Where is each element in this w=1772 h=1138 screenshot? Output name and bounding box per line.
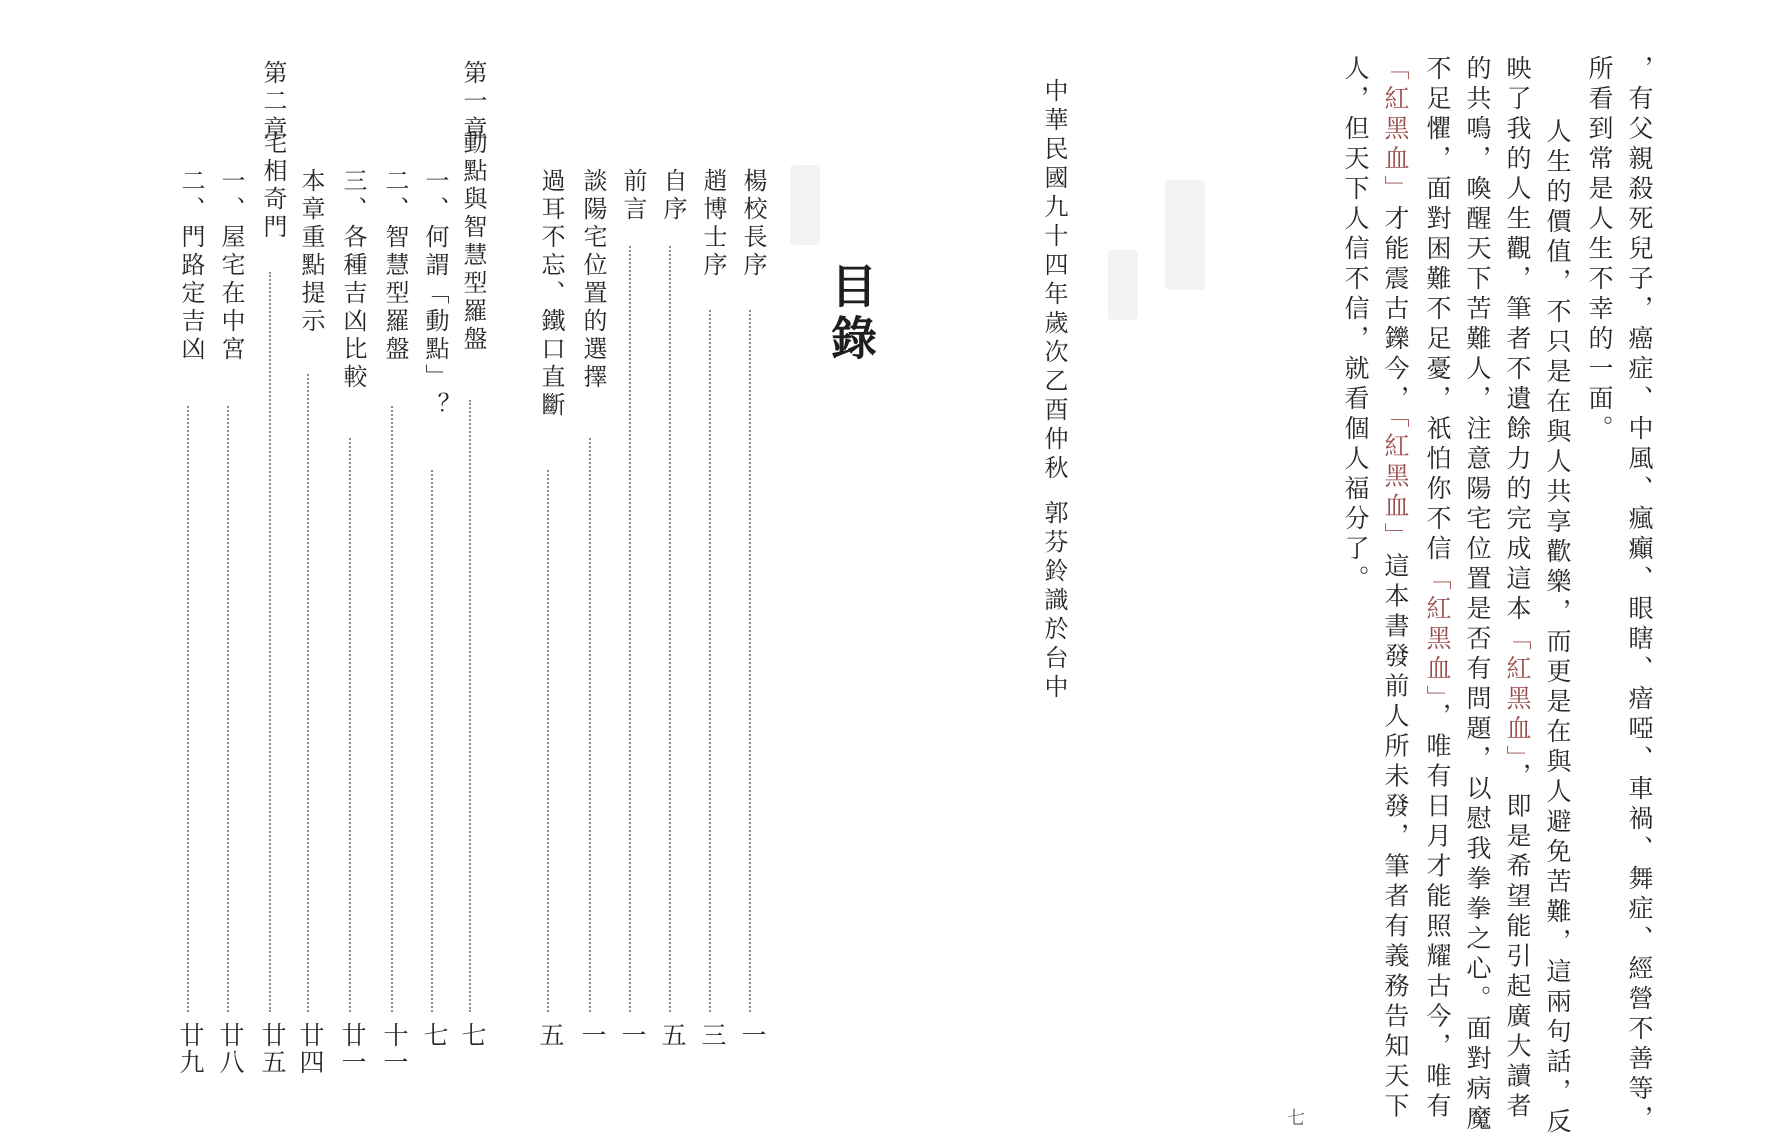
toc-entry[interactable] xyxy=(330,0,370,1076)
toc-leader-dots xyxy=(349,438,351,1012)
toc-page-number: 七 xyxy=(420,1022,449,1049)
toc-leader-dots xyxy=(709,310,711,1012)
scan-bleed-mark xyxy=(1108,250,1138,320)
toc-entry-title: 談陽宅位置的選擇 xyxy=(579,168,607,392)
prose-text: 才能震古鑠今， xyxy=(1381,205,1410,415)
toc-entry-title: 二、智慧型羅盤 xyxy=(381,168,409,364)
toc-entry-title: 三、各種吉凶比較 xyxy=(339,168,367,392)
prose-text: 人，但天下人信不信，就看個人福分了。 xyxy=(1341,55,1370,595)
toc-entry-title: 過耳不忘、鐵口直斷 xyxy=(537,168,565,420)
prose-column xyxy=(1500,55,1534,1123)
toc-entry[interactable] xyxy=(570,0,610,1049)
toc-entry-title: 一、何謂「動點」？ xyxy=(421,168,449,420)
toc-leader-dots xyxy=(187,406,189,1012)
prose-column xyxy=(1582,55,1616,1055)
toc-leader-dots xyxy=(669,246,671,1012)
toc-entry-title: 本章重點提示 xyxy=(297,168,325,336)
toc-leader-dots xyxy=(391,406,393,1012)
toc-page-number: 七 xyxy=(458,1022,487,1049)
toc-entry-title: 一、屋宅在中宮 xyxy=(217,168,245,364)
toc-page-number: 廿一 xyxy=(338,1022,367,1076)
prose-column xyxy=(1378,55,1412,1123)
toc-entry-title: 宅相奇門 xyxy=(259,130,287,242)
prose-column xyxy=(1622,55,1656,1135)
toc-leader-dots xyxy=(469,400,471,1012)
toc-entry[interactable] xyxy=(168,0,208,1076)
toc-leader-dots xyxy=(749,310,751,1012)
toc-page-number: 十一 xyxy=(380,1022,409,1076)
toc-entry[interactable] xyxy=(690,0,730,1049)
prose-text: ，有父親殺死兒子，癌症、中風、瘋癲、眼瞎、瘖啞、車禍、舞症、經營不善等， xyxy=(1625,55,1654,1135)
toc-page-number: 廿四 xyxy=(296,1022,325,1076)
toc-entry[interactable] xyxy=(730,0,770,1049)
toc-page-number: 一 xyxy=(618,1022,647,1049)
toc-leader-dots xyxy=(589,438,591,1012)
toc-leader-dots xyxy=(227,406,229,1012)
toc-entry[interactable] xyxy=(528,0,568,1049)
toc-leader-dots xyxy=(547,470,549,1012)
signature-date: 中華民國九十四年歲次乙酉仲秋 xyxy=(1040,78,1068,484)
prose-text: 的共鳴，喚醒天下苦難人，注意陽宅位置是否有問題，以慰我拳拳之心。面對病魔 xyxy=(1463,55,1492,1135)
toc-entry-title: 趙博士序 xyxy=(699,168,727,280)
book-title-highlight: 「紅黑血」 xyxy=(1503,625,1532,763)
book-title-highlight: 「紅黑血」 xyxy=(1381,55,1410,205)
toc-entry[interactable] xyxy=(450,0,490,1049)
prose-text: ，唯有日月才能照耀古今，唯有 xyxy=(1423,702,1452,1123)
toc-entry-title: 自序 xyxy=(659,168,687,224)
scan-bleed-mark xyxy=(790,165,820,245)
toc-page-number: 廿八 xyxy=(216,1022,245,1076)
toc-entry-title: 楊校長序 xyxy=(739,168,767,280)
toc-entry[interactable] xyxy=(208,0,248,1076)
signature-author: 郭芬鈴識於台中 xyxy=(1040,500,1068,703)
toc-page-number: 廿五 xyxy=(258,1022,287,1076)
toc-page-number: 一 xyxy=(578,1022,607,1049)
prose-column xyxy=(1540,88,1574,1138)
toc-entry-title: 動點與智慧型羅盤 xyxy=(459,130,487,354)
toc-leader-dots xyxy=(629,246,631,1012)
prose-column xyxy=(1460,55,1494,1135)
prose-column xyxy=(1420,55,1454,1123)
toc-title: 目錄 xyxy=(824,262,878,366)
toc-entry-title: 二、門路定吉凶 xyxy=(177,168,205,364)
prose-text: 映了我的人生觀，筆者不遺餘力的完成這本 xyxy=(1503,55,1532,625)
prose-text: 所看到常是人生不幸的一面。 xyxy=(1585,55,1614,445)
page-folio: 七 xyxy=(1287,1108,1305,1129)
toc-page-number: 廿九 xyxy=(176,1022,205,1076)
prose-text: 這本書發前人所未發，筆者有義務告知天下 xyxy=(1381,552,1410,1123)
toc-leader-dots xyxy=(269,272,271,1012)
toc-page-number: 五 xyxy=(658,1022,687,1049)
toc-leader-dots xyxy=(431,470,433,1012)
prose-text: 不足懼，面對困難不足憂，祇怕你不信 xyxy=(1423,55,1452,565)
toc-chapter-label: 第二章 xyxy=(259,60,287,144)
toc-entry[interactable] xyxy=(250,0,290,1076)
toc-entry[interactable] xyxy=(412,0,452,1049)
toc-entry-title: 前言 xyxy=(619,168,647,224)
book-title-highlight: 「紅黑血」 xyxy=(1423,565,1452,703)
toc-leader-dots xyxy=(307,374,309,1012)
toc-chapter-label: 第一章 xyxy=(459,60,487,144)
prose-column xyxy=(1338,55,1372,1055)
toc-entry[interactable] xyxy=(650,0,690,1049)
toc-entry[interactable] xyxy=(288,0,328,1076)
toc-entry[interactable] xyxy=(610,0,650,1049)
toc-page-number: 三 xyxy=(698,1022,727,1049)
toc-entry[interactable] xyxy=(372,0,412,1076)
scan-bleed-mark xyxy=(1165,180,1205,290)
prose-text: 人生的價值，不只是在與人共享歡樂，而更是在與人避免苦難，這兩句話，反 xyxy=(1543,88,1572,1138)
book-title-highlight: 「紅黑血」 xyxy=(1381,415,1410,553)
toc-page-number: 五 xyxy=(536,1022,565,1049)
toc-page-number: 一 xyxy=(738,1022,767,1049)
prose-text: ，即是希望能引起廣大讀者 xyxy=(1503,762,1532,1123)
